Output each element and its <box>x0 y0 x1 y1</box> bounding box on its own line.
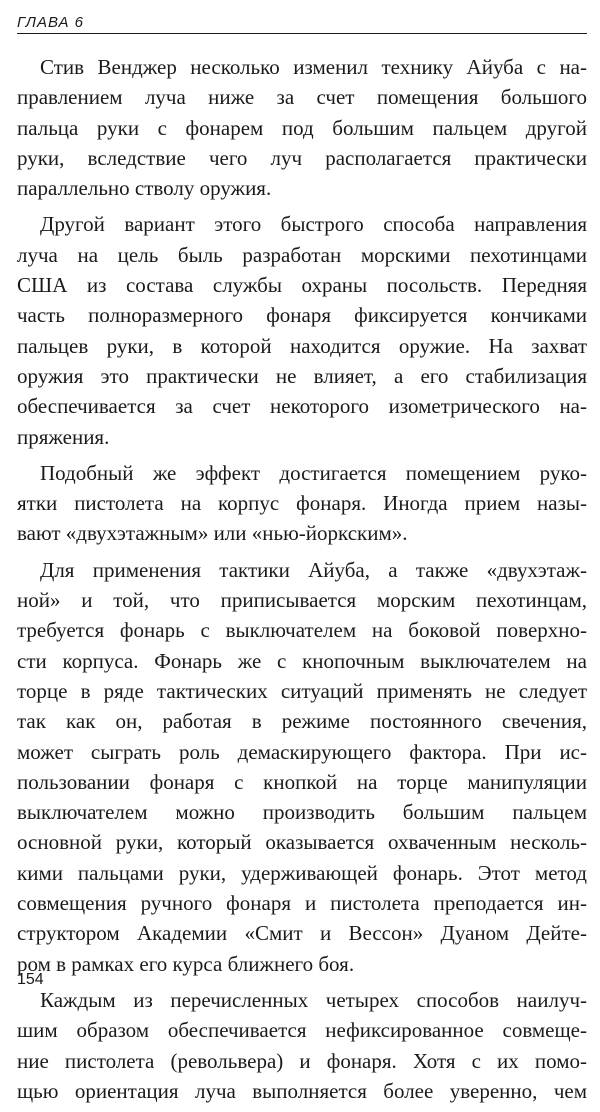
text-line: может сыграть роль демаскирующего фактора. При ис- <box>17 739 587 764</box>
paragraph <box>17 985 587 1106</box>
text-line: США из состава службы охраны посольств. Передняя <box>17 273 587 298</box>
text-line: ной» и той, что приписывается морским пехотинцам, <box>17 588 587 613</box>
text-line: пальцев руки, в которой находится оружие. На захват <box>17 333 587 358</box>
text-line: обеспечивается за счет некоторого изометрического на- <box>17 394 587 419</box>
text-line: ятки пистолета на корпус фонаря. Иногда прием назы- <box>17 491 587 516</box>
text-line: щью ориентация луча выполняется более уверенно, чем <box>17 1078 587 1103</box>
text-line: Подобный же эффект достигается помещением руко- <box>40 460 587 485</box>
text-line: сти корпуса. Фонарь же с кнопочным выключателем на <box>17 648 587 673</box>
running-header <box>17 14 587 34</box>
text-line: пальца руки с фонарем под большим пальцем другой <box>17 115 587 140</box>
text-line: совмещения ручного фонаря и пистолета преподается ин- <box>17 891 587 916</box>
text-line: луча на цель быль разработан морскими пехотинцами <box>17 242 587 267</box>
text-line: Другой вариант этого быстрого способа направления <box>40 212 587 237</box>
text-line: Для применения тактики Айуба, а также «двухэтаж- <box>40 557 587 582</box>
text-line: руки, вследствие чего луч располагается практически <box>17 145 587 170</box>
text-line: так как он, работая в режиме постоянного свечения, <box>17 709 587 734</box>
text-line: оружия это практически не влияет, а его стабилизация <box>17 363 587 388</box>
chapter-label: ГЛАВА 6 <box>17 14 84 31</box>
paragraph <box>17 555 587 979</box>
text-line: вают «двухэтажным» или «нью-йоркским». <box>17 521 408 546</box>
paragraph <box>17 52 587 203</box>
text-line: Каждым из перечисленных четырех способов наилуч- <box>40 987 587 1012</box>
text-line: кими пальцами руки, удерживающей фонарь. Этот метод <box>17 860 587 885</box>
text-line: требуется фонарь с выключателем на боковой поверхно- <box>17 618 587 643</box>
text-line: шим образом обеспечивается нефиксированное совмеще- <box>17 1018 587 1043</box>
text-line: структором Академии «Смит и Вессон» Дуаном Дейте- <box>17 921 587 946</box>
text-line: основной руки, который оказывается охваченным несколь- <box>17 830 587 855</box>
text-line: параллельно стволу оружия. <box>17 176 272 201</box>
paragraph <box>17 209 587 451</box>
text-line: часть полноразмерного фонаря фиксируется кончиками <box>17 303 587 328</box>
text-line: ром в рамках его курса ближнего боя. <box>17 951 355 976</box>
text-line: ние пистолета (револьвера) и фонаря. Хотя с их помо- <box>17 1048 587 1073</box>
text-line: правлением луча ниже за счет помещения большого <box>17 85 587 110</box>
text-line: выключателем можно производить большим пальцем <box>17 800 587 825</box>
text-line: Стив Венджер несколько изменил технику Айуба с на- <box>40 55 587 79</box>
paragraph <box>17 458 587 549</box>
header-rule <box>17 33 587 34</box>
body-text <box>17 52 587 1112</box>
page-number: 154 <box>17 971 44 988</box>
text-line: торце в ряде тактических ситуаций применять не следует <box>17 678 587 703</box>
text-line: пряжения. <box>17 424 110 449</box>
text-line: пользовании фонаря с кнопкой на торце манипуляции <box>17 769 587 794</box>
